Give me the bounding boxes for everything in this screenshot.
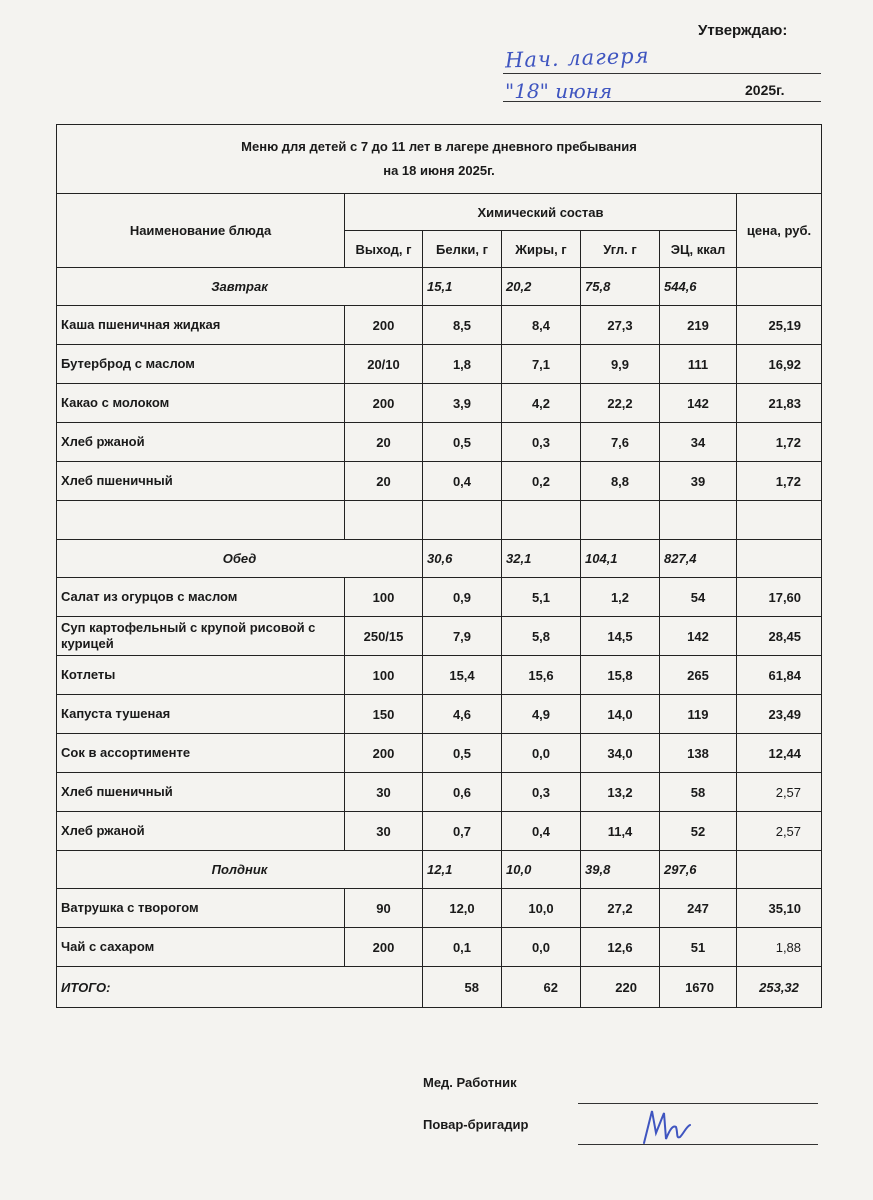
dish-yield: 20/10: [345, 345, 423, 384]
dish-carbs: 7,6: [581, 423, 660, 462]
header-chem: Химический состав: [345, 194, 737, 231]
dish-fat: 5,8: [502, 617, 581, 656]
section-total-fat: 20,2: [502, 268, 581, 306]
approval-line-2: [503, 101, 821, 102]
dish-yield: 30: [345, 812, 423, 851]
approval-day: "18": [505, 79, 549, 103]
section-total-carbs: 39,8: [581, 851, 660, 889]
dish-name: Сок в ассортименте: [57, 734, 345, 773]
dish-price: 21,83: [737, 384, 822, 423]
dish-energy: 247: [660, 889, 737, 928]
approval-date-handwritten: [505, 79, 612, 103]
approval-month: июня: [555, 79, 613, 103]
section-name: Полдник: [57, 851, 423, 889]
dish-fat: 7,1: [502, 345, 581, 384]
dish-name: Бутерброд с маслом: [57, 345, 345, 384]
dish-carbs: 34,0: [581, 734, 660, 773]
dish-price: 1,72: [737, 423, 822, 462]
table-row: [57, 423, 822, 462]
table-row: [57, 462, 822, 501]
approval-line-1: [503, 73, 821, 74]
dish-energy: 34: [660, 423, 737, 462]
table-row: [57, 656, 822, 695]
dish-carbs: 1,2: [581, 578, 660, 617]
dish-price: 2,57: [737, 812, 822, 851]
dish-protein: 7,9: [423, 617, 502, 656]
dish-carbs: 14,0: [581, 695, 660, 734]
approval-position-handwritten: Нач. лагеря: [504, 43, 650, 73]
total-energy: 1670: [660, 967, 737, 1008]
dish-carbs: 13,2: [581, 773, 660, 812]
dish-fat: 0,3: [502, 773, 581, 812]
dish-fat: 0,0: [502, 928, 581, 967]
dish-price: 2,57: [737, 773, 822, 812]
dish-energy: 142: [660, 384, 737, 423]
dish-name: Хлеб ржаной: [57, 423, 345, 462]
dish-carbs: 9,9: [581, 345, 660, 384]
dish-yield: 200: [345, 384, 423, 423]
dish-price: 17,60: [737, 578, 822, 617]
total-protein: 58: [423, 967, 502, 1008]
dish-yield: 250/15: [345, 617, 423, 656]
table-row: [57, 773, 822, 812]
menu-table: [56, 124, 822, 1008]
dish-price: 1,88: [737, 928, 822, 967]
dish-yield: 90: [345, 889, 423, 928]
header-dish: Наименование блюда: [57, 194, 345, 268]
dish-yield: 150: [345, 695, 423, 734]
dish-fat: 0,2: [502, 462, 581, 501]
dish-price: 12,44: [737, 734, 822, 773]
dish-name: Каша пшеничная жидкая: [57, 306, 345, 345]
section-total-price: [737, 851, 822, 889]
header-energy: ЭЦ, ккал: [660, 231, 737, 268]
dish-name: Хлеб пшеничный: [57, 462, 345, 501]
dish-protein: 0,9: [423, 578, 502, 617]
dish-yield: 20: [345, 462, 423, 501]
dish-name: Какао с молоком: [57, 384, 345, 423]
dish-yield: 200: [345, 306, 423, 345]
dish-fat: 0,3: [502, 423, 581, 462]
dish-protein: 1,8: [423, 345, 502, 384]
dish-yield: 100: [345, 656, 423, 695]
total-price: 253,32: [737, 967, 822, 1008]
dish-protein: 4,6: [423, 695, 502, 734]
dish-carbs: 14,5: [581, 617, 660, 656]
dish-fat: 8,4: [502, 306, 581, 345]
dish-name: Хлеб ржаной: [57, 812, 345, 851]
dish-carbs: 8,8: [581, 462, 660, 501]
dish-energy: 52: [660, 812, 737, 851]
dish-energy: 51: [660, 928, 737, 967]
table-row: [57, 384, 822, 423]
section-name: Обед: [57, 540, 423, 578]
dish-energy: 54: [660, 578, 737, 617]
dish-energy: 58: [660, 773, 737, 812]
table-row: [57, 695, 822, 734]
dish-name: Салат из огурцов с маслом: [57, 578, 345, 617]
section-total-fat: 10,0: [502, 851, 581, 889]
header-carbs: Угл. г: [581, 231, 660, 268]
dish-name: Хлеб пшеничный: [57, 773, 345, 812]
dish-name: Ватрушка с творогом: [57, 889, 345, 928]
dish-name: Чай с сахаром: [57, 928, 345, 967]
dish-protein: 0,5: [423, 423, 502, 462]
dish-carbs: 22,2: [581, 384, 660, 423]
section-total-carbs: 104,1: [581, 540, 660, 578]
section-total-energy: 827,4: [660, 540, 737, 578]
dish-fat: 4,2: [502, 384, 581, 423]
dish-protein: 0,5: [423, 734, 502, 773]
dish-protein: 12,0: [423, 889, 502, 928]
dish-name: Суп картофельный с крупой рисовой с курицей: [57, 617, 345, 656]
section-total-fat: 32,1: [502, 540, 581, 578]
dish-carbs: 15,8: [581, 656, 660, 695]
dish-price: 1,72: [737, 462, 822, 501]
dish-carbs: 27,2: [581, 889, 660, 928]
dish-name: Котлеты: [57, 656, 345, 695]
table-row: [57, 889, 822, 928]
section-total-protein: 15,1: [423, 268, 502, 306]
header-price: цена, руб.: [737, 194, 822, 268]
cook-signature-label: Повар-бригадир: [423, 1117, 529, 1132]
dish-fat: 0,4: [502, 812, 581, 851]
section-total-price: [737, 540, 822, 578]
dish-protein: 15,4: [423, 656, 502, 695]
dish-protein: 0,6: [423, 773, 502, 812]
table-row: [57, 734, 822, 773]
menu-title-line1: Меню для детей с 7 до 11 лет в лагере дневного пребывания: [241, 139, 637, 154]
table-row: [57, 617, 822, 656]
dish-fat: 4,9: [502, 695, 581, 734]
dish-protein: 8,5: [423, 306, 502, 345]
section-name: Завтрак: [57, 268, 423, 306]
dish-yield: 20: [345, 423, 423, 462]
medic-signature-label: Мед. Работник: [423, 1075, 517, 1090]
dish-fat: 0,0: [502, 734, 581, 773]
dish-protein: 0,4: [423, 462, 502, 501]
dish-fat: 10,0: [502, 889, 581, 928]
header-protein: Белки, г: [423, 231, 502, 268]
table-row: [57, 928, 822, 967]
total-carbs: 220: [581, 967, 660, 1008]
dish-yield: 200: [345, 734, 423, 773]
dish-energy: 111: [660, 345, 737, 384]
empty-row: [57, 501, 822, 540]
section-total-protein: 30,6: [423, 540, 502, 578]
menu-title: [57, 125, 822, 194]
dish-carbs: 11,4: [581, 812, 660, 851]
dish-energy: 219: [660, 306, 737, 345]
dish-energy: 119: [660, 695, 737, 734]
table-row: [57, 306, 822, 345]
dish-fat: 15,6: [502, 656, 581, 695]
dish-price: 28,45: [737, 617, 822, 656]
table-row: [57, 345, 822, 384]
dish-price: 16,92: [737, 345, 822, 384]
approval-label: Утверждаю:: [698, 22, 788, 39]
dish-yield: 100: [345, 578, 423, 617]
total-fat: 62: [502, 967, 581, 1008]
header-fat: Жиры, г: [502, 231, 581, 268]
dish-energy: 39: [660, 462, 737, 501]
section-total-price: [737, 268, 822, 306]
dish-energy: 138: [660, 734, 737, 773]
total-label: ИТОГО:: [57, 967, 423, 1008]
dish-price: 35,10: [737, 889, 822, 928]
dish-price: 61,84: [737, 656, 822, 695]
dish-protein: 0,7: [423, 812, 502, 851]
dish-yield: 200: [345, 928, 423, 967]
dish-fat: 5,1: [502, 578, 581, 617]
dish-protein: 0,1: [423, 928, 502, 967]
approval-year: 2025г.: [745, 82, 785, 98]
section-row: [57, 268, 822, 306]
total-row: [57, 967, 822, 1008]
dish-name: Капуста тушеная: [57, 695, 345, 734]
section-total-carbs: 75,8: [581, 268, 660, 306]
cook-signature-icon: [640, 1103, 700, 1148]
dish-yield: 30: [345, 773, 423, 812]
menu-title-line2: на 18 июня 2025г.: [383, 163, 495, 178]
dish-energy: 142: [660, 617, 737, 656]
dish-price: 25,19: [737, 306, 822, 345]
dish-protein: 3,9: [423, 384, 502, 423]
section-total-energy: 297,6: [660, 851, 737, 889]
dish-carbs: 27,3: [581, 306, 660, 345]
section-total-protein: 12,1: [423, 851, 502, 889]
table-row: [57, 578, 822, 617]
dish-carbs: 12,6: [581, 928, 660, 967]
header-yield: Выход, г: [345, 231, 423, 268]
section-row: [57, 851, 822, 889]
section-row: [57, 540, 822, 578]
dish-energy: 265: [660, 656, 737, 695]
section-total-energy: 544,6: [660, 268, 737, 306]
table-row: [57, 812, 822, 851]
dish-price: 23,49: [737, 695, 822, 734]
